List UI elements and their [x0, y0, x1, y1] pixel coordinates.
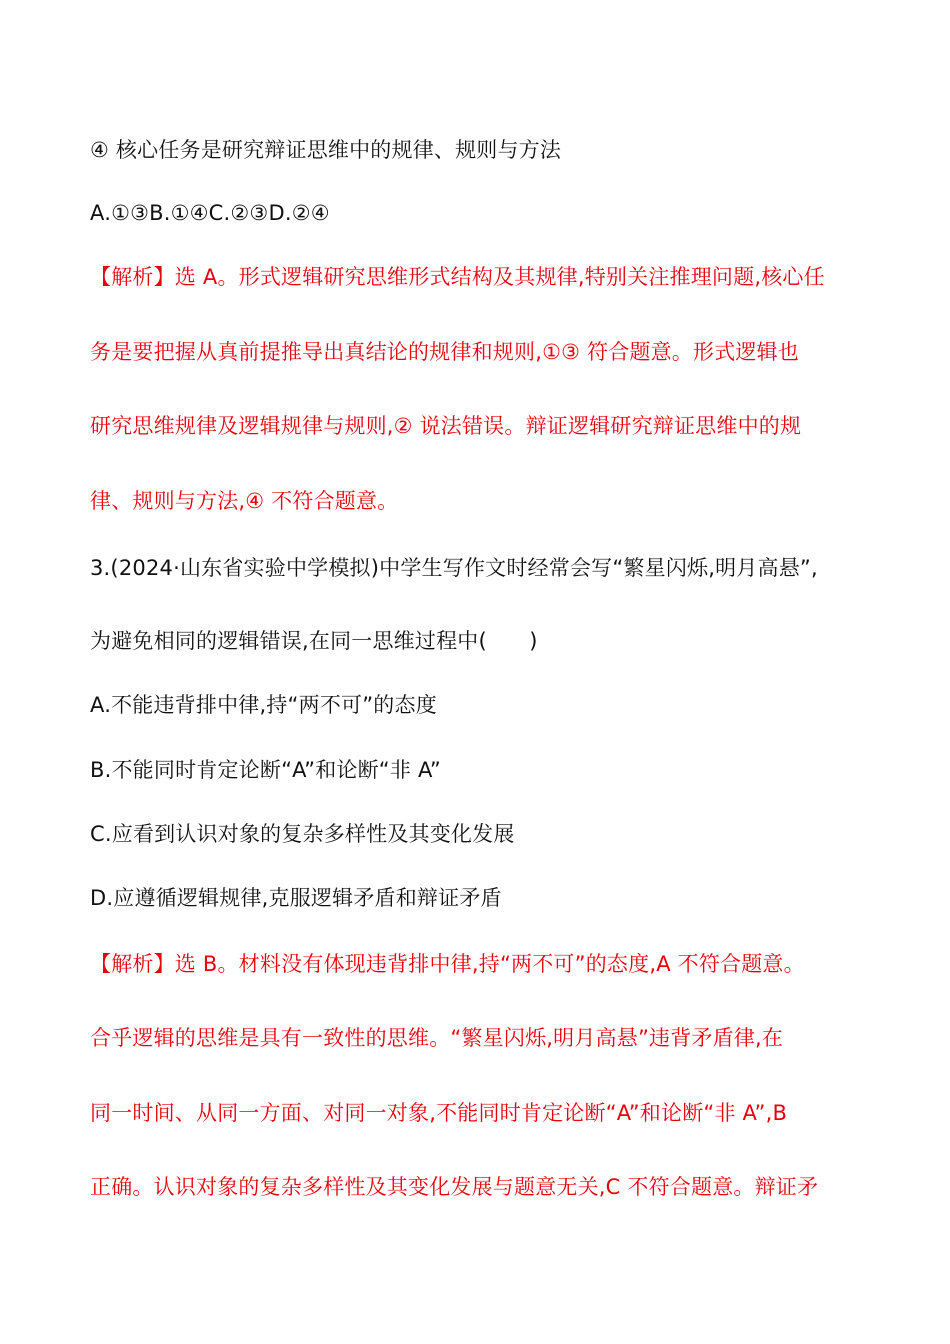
option-a: A.不能违背排中律,持“两不可”的态度	[90, 693, 437, 717]
question-stem: 为避免相同的逻辑错误,在同一思维过程中( )	[90, 629, 538, 653]
analysis-line: 研究思维规律及逻辑规律与规则,② 说法错误。辩证逻辑研究辩证思维中的规	[90, 414, 802, 438]
analysis-line: 同一时间、从同一方面、对同一对象,不能同时肯定论断“A”和论断“非 A”,B	[90, 1101, 788, 1125]
answer-choices: A.①③B.①④C.②③D.②④	[90, 201, 330, 225]
option-4-text: ④ 核心任务是研究辩证思维中的规律、规则与方法	[90, 138, 562, 162]
analysis-line: 务是要把握从真前提推导出真结论的规律和规则,①③ 符合题意。形式逻辑也	[90, 340, 799, 364]
analysis-line: 【解析】选 A。形式逻辑研究思维形式结构及其规律,特别关注推理问题,核心任	[90, 265, 825, 289]
analysis-line: 合乎逻辑的思维是具有一致性的思维。“繁星闪烁,明月高悬”违背矛盾律,在	[90, 1026, 784, 1050]
option-b: B.不能同时肯定论断“A”和论断“非 A”	[90, 758, 442, 782]
option-d: D.应遵循逻辑规律,克服逻辑矛盾和辩证矛盾	[90, 886, 502, 910]
analysis-line: 律、规则与方法,④ 不符合题意。	[90, 489, 399, 513]
analysis-line: 【解析】选 B。材料没有体现违背排中律,持“两不可”的态度,A 不符合题意。	[90, 952, 805, 976]
analysis-line: 正确。认识对象的复杂多样性及其变化发展与题意无关,C 不符合题意。辩证矛	[90, 1175, 819, 1199]
option-c: C.应看到认识对象的复杂多样性及其变化发展	[90, 822, 515, 846]
question-stem: 3.(2024·山东省实验中学模拟)中学生写作文时经常会写“繁星闪烁,明月高悬”,	[90, 556, 818, 580]
